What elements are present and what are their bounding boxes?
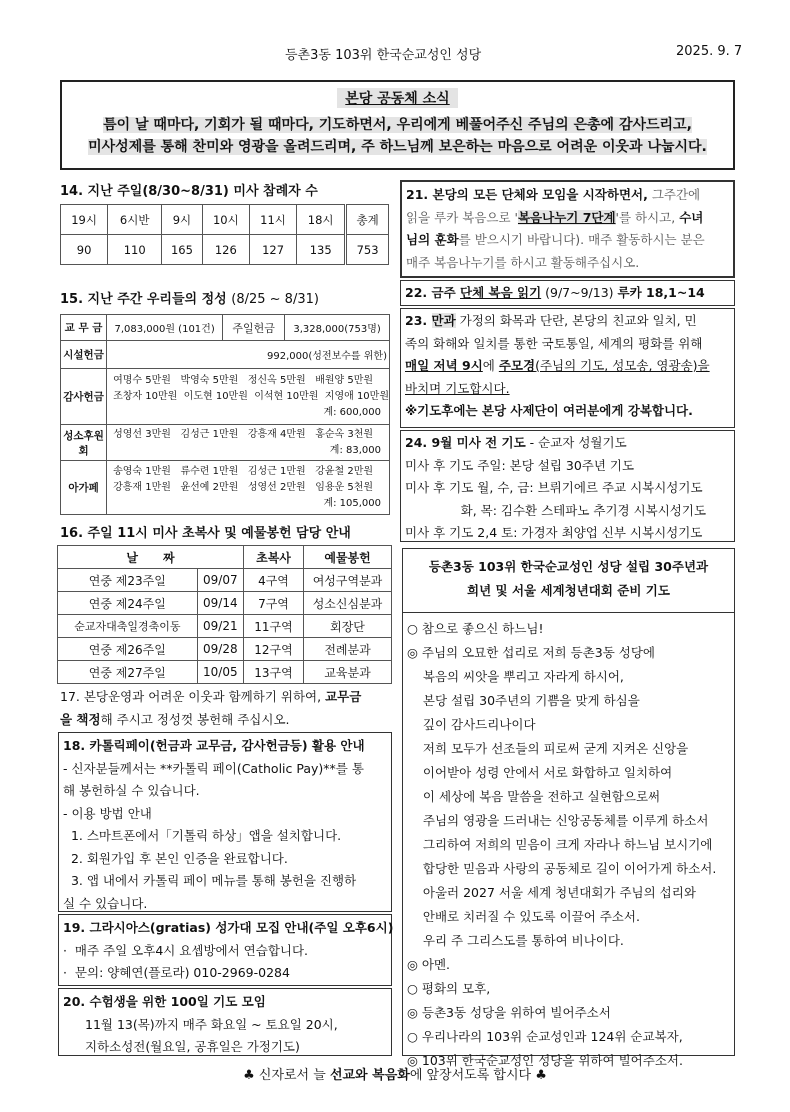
server-group: 11구역 — [244, 615, 304, 638]
community-notice — [60, 80, 735, 170]
offering-row — [61, 369, 390, 425]
sunday-name: 연중 제23주일 — [58, 569, 198, 592]
s24-sub: - 순교자 성월기도 — [525, 435, 627, 450]
s21-text: '를 하시고, — [615, 209, 680, 225]
footer-text: ♣ 신자로서 늘 — [243, 1068, 330, 1083]
s22-bold: 단체 복음 읽기 — [460, 285, 542, 300]
offering-total: 계: 105,000 — [323, 497, 381, 509]
section-15-range: (8/25 ~ 8/31) — [231, 292, 319, 307]
prayer-line: ◎ 아멘. — [407, 957, 451, 972]
offering-group: 여성구역분과 — [304, 569, 392, 592]
section-23 — [400, 308, 735, 428]
offering-amount: 992,000(성전보수를 위한) — [107, 341, 390, 369]
server-group: 13구역 — [244, 661, 304, 684]
s21-bold: 21. 본당의 모든 단체와 모임을 시작하면서, — [406, 187, 648, 202]
offering-row — [61, 341, 390, 369]
prayer-line: 이 세상에 복음 말씀을 전하고 실현함으로써 — [407, 789, 661, 804]
header-cell: 9시 — [162, 205, 203, 235]
offering-group: 성소신심분과 — [304, 592, 392, 615]
value-cell: 110 — [108, 235, 162, 265]
bulletin-date: 2025. 9. 7 — [676, 44, 743, 59]
s17-text: 해 주시고 정성껏 봉헌해 주십시오. — [100, 711, 290, 727]
s24-line: 미사 후 기도 월, 수, 금: 브뤼기에르 주교 시복시성기도 — [405, 480, 703, 495]
s17-text: 17. 본당운영과 어려운 이웃과 함께하기 위하여, — [60, 689, 322, 704]
prayer-line: 저희 모두가 선조들의 피로써 굳게 지켜온 신앙을 — [407, 741, 689, 756]
offering-label: 시설헌금 — [61, 341, 107, 369]
s18-line: 실 수 있습니다. — [63, 895, 148, 911]
s21-bold: 수녀 — [679, 209, 704, 225]
notice-line-1: 틈이 날 때마다, 기회가 될 때마다, 기도하면서, 우리에게 베풀어주신 주님의 은총에 감사드리고, — [103, 117, 692, 133]
value-cell: 165 — [162, 235, 203, 265]
offering-group: 교육분과 — [304, 661, 392, 684]
section-19 — [58, 914, 392, 986]
offering-total: 계: 600,000 — [323, 406, 381, 418]
s18-line: 1. 스마트폰에서「기톨릭 하상」앱을 설치합니다. — [63, 828, 342, 843]
notice-line-2: 미사성제를 통해 찬미와 영광을 올려드리며, 주 하느님께 보은하는 마음으로 어려운 이웃과 나눕시다. — [88, 139, 707, 155]
offering-row — [61, 461, 390, 515]
s21-text: 를 받으시기 바랍니다). 매주 활동하시는 분은 — [458, 232, 705, 247]
prayer-line: 복음의 씨앗을 뿌리고 자라게 하시어, — [407, 669, 624, 684]
page-footer — [0, 1064, 790, 1083]
attendance-value-row — [61, 235, 389, 265]
s22-bold: 22. 금주 — [405, 285, 460, 300]
s21-text: 그주간에 — [647, 187, 701, 202]
header-cell: 총계 — [346, 205, 389, 235]
header-cell: 11시 — [249, 205, 296, 235]
attendance-header-row — [61, 205, 389, 235]
s21-highlight: 복음나누기 7단계 — [517, 209, 616, 225]
header-cell: 예물봉헌 — [304, 546, 392, 569]
s23-bold: 주모경 — [498, 358, 536, 373]
s24-title: 24. 9월 미사 전 기도 — [405, 435, 526, 450]
prayer-line: 그리하여 저희의 믿음이 크게 자라나 하느님 보시기에 — [407, 837, 713, 852]
schedule-header-row — [58, 546, 392, 569]
prayer-title-line: 희년 및 서울 세계청년대회 준비 기도 — [467, 583, 670, 598]
s23-text: 족의 화해와 일치를 통한 국토통일, 세계의 평화를 위해 — [405, 335, 703, 351]
offering-label: 아가페 — [61, 461, 107, 515]
section-18 — [58, 732, 392, 912]
s23-text: (주님의 기도, 성모송, 영광송)을 — [535, 358, 710, 373]
sunday-date: 09/07 — [197, 569, 243, 592]
donor-line: 송영숙 1만원 류수련 1만원 김성근 1만원 강윤철 2만원 — [113, 465, 374, 477]
sunday-name: 순교자대축일경축이동 — [58, 615, 198, 638]
value-cell: 135 — [297, 235, 346, 265]
table-row — [58, 638, 392, 661]
section-17 — [60, 686, 395, 731]
parish-title: 등촌3동 103위 한국순교성인 성당 — [285, 48, 482, 63]
s22-bold: 루카 18,1~14 — [617, 285, 705, 300]
offering-label: 교 무 금 — [61, 315, 107, 341]
prayer-title-line: 등촌3동 103위 한국순교성인 성당 설립 30주년과 — [428, 559, 709, 574]
anniversary-prayer — [402, 548, 735, 1068]
section-19-title: 19. 그라시아스(gratias) 성가대 모집 안내(주일 오후6시) — [63, 920, 394, 935]
offerings-table — [60, 314, 390, 515]
s20-line: 11월 13(목)까지 매주 화요일 ~ 토요일 20시, — [85, 1016, 338, 1032]
offering-row — [61, 315, 390, 341]
s24-line: 화, 목: 김수환 스테파노 추기경 시복시성기도 — [405, 502, 707, 518]
s19-line: · 문의: 양혜연(플로라) 010-2969-0284 — [63, 965, 290, 980]
s20-line: 지하소성전(월요일, 공휴일은 가정기도) — [85, 1039, 300, 1054]
header-cell: 초복사 — [244, 546, 304, 569]
s21-text: 읽을 루카 복음으로 ' — [406, 209, 518, 225]
donor-line: 여명수 5만원 박영숙 5만원 정신옥 5만원 배원양 5만원 — [113, 374, 374, 386]
offering-amount: 7,083,000원 (101건) — [107, 315, 223, 341]
page-header — [0, 44, 790, 64]
section-18-title: 18. 카톨릭페이(헌금과 교무금, 감사헌금등) 활용 안내 — [63, 738, 365, 753]
prayer-line: ○ 평화의 모후, — [407, 981, 491, 996]
prayer-body — [403, 613, 734, 1073]
section-24 — [400, 430, 735, 542]
prayer-line: ◎ 등촌3동 성당을 위하여 빌어주소서 — [407, 1005, 611, 1020]
offering-label: 주일헌금 — [223, 315, 285, 341]
s18-line: 3. 앱 내에서 카톨릭 페이 메뉴를 통해 봉헌을 진행하 — [63, 873, 357, 888]
server-group: 7구역 — [244, 592, 304, 615]
s22-text: (9/7~9/13) — [541, 285, 618, 300]
s23-highlight: 만과 — [431, 313, 456, 328]
section-20 — [58, 988, 392, 1056]
table-row — [58, 592, 392, 615]
section-15-title — [60, 288, 319, 307]
offering-donors — [107, 369, 390, 425]
sunday-name: 연중 제24주일 — [58, 592, 198, 615]
header-cell: 19시 — [61, 205, 108, 235]
s18-line: - 신자분들께서는 **카톨릭 페이(Catholic Pay)**를 통 — [63, 760, 364, 776]
mass-attendance-table — [60, 204, 389, 265]
offering-row — [61, 425, 390, 461]
offering-amount: 3,328,000(753명) — [285, 315, 390, 341]
server-group: 4구역 — [244, 569, 304, 592]
header-cell: 6시반 — [108, 205, 162, 235]
donor-line: 강흥재 1만원 윤선예 2만원 성영선 2만원 임용운 5천원 — [113, 481, 374, 493]
offering-group: 전례분과 — [304, 638, 392, 661]
footer-bold: 선교와 복음화 — [329, 1068, 410, 1083]
offering-donors — [107, 425, 390, 461]
s18-line: 해 봉헌하실 수 있습니다. — [63, 783, 200, 798]
footer-text: 에 앞장서도록 합시다 ♣ — [409, 1068, 547, 1083]
s19-line: · 매주 주일 오후4시 요셉방에서 연습합니다. — [63, 942, 309, 958]
header-cell: 10시 — [202, 205, 249, 235]
section-16-title: 16. 주일 11시 미사 초복사 및 예물봉헌 담당 안내 — [60, 526, 351, 541]
prayer-line: 아울러 2027 서울 세계 청년대회가 주님의 섭리와 — [407, 885, 696, 900]
donor-line: 성영선 3만원 김성근 1만원 강흥재 4만원 홍순옥 3천원 — [113, 428, 374, 440]
header-cell: 18시 — [297, 205, 346, 235]
sunday-date: 10/05 — [197, 661, 243, 684]
prayer-line: 이어받아 성령 안에서 서로 화합하고 일치하여 — [407, 765, 673, 780]
prayer-title — [403, 549, 734, 613]
prayer-line: 우리 주 그리스도를 통하여 비나이다. — [407, 933, 624, 948]
section-20-title: 20. 수험생을 위한 100일 기도 모임 — [63, 994, 266, 1009]
sunday-name: 연중 제26주일 — [58, 638, 198, 661]
header-cell: 날 짜 — [58, 546, 244, 569]
table-row — [58, 661, 392, 684]
prayer-line: 안배로 치러질 수 있도록 이끌어 주소서. — [407, 909, 640, 924]
section-22 — [400, 280, 735, 306]
s18-line: - 이용 방법 안내 — [63, 805, 152, 821]
prayer-line: ○ 참으로 좋으신 하느님! — [407, 621, 544, 636]
table-row — [58, 615, 392, 638]
s24-line: 미사 후 기도 2,4 토: 가경자 최양업 신부 시복시성기도 — [405, 525, 703, 540]
sunday-name: 연중 제27주일 — [58, 661, 198, 684]
offering-group: 회장단 — [304, 615, 392, 638]
section-15-heading: 15. 지난 주간 우리들의 정성 — [60, 292, 227, 307]
s23-bold: 매일 저녁 9시 — [405, 358, 483, 373]
section-21 — [400, 180, 735, 278]
s18-line: 2. 회원가입 후 본인 인증을 완료합니다. — [63, 850, 288, 866]
notice-text — [62, 114, 733, 158]
section-14-title: 14. 지난 주일(8/30~8/31) 미사 참례자 수 — [60, 184, 318, 199]
donor-line: 조창자 10만원 이도현 10만원 이석현 10만원 지영애 10만원 — [113, 390, 389, 402]
offering-label: 감사헌금 — [61, 369, 107, 425]
s21-bold: 님의 훈화 — [406, 232, 459, 247]
notice-heading: 본당 공동체 소식 — [337, 88, 457, 108]
prayer-line: 합당한 믿음과 사랑의 공동체로 길이 이어가게 하소서. — [407, 861, 717, 876]
s23-text: 에 — [482, 358, 499, 373]
prayer-line: 주님의 영광을 드러내는 신앙공동체를 이루게 하소서 — [407, 813, 709, 828]
s23-note: ※기도후에는 본당 사제단이 여러분에게 강복합니다. — [405, 403, 693, 418]
s17-bold: 교무금 — [325, 689, 362, 704]
s24-line: 미사 후 기도 주일: 본당 설립 30주년 기도 — [405, 457, 635, 473]
prayer-line: ◎ 주님의 오묘한 섭리로 저희 등촌3동 성당에 — [407, 645, 655, 660]
offering-label: 성소후원회 — [61, 425, 107, 461]
server-group: 12구역 — [244, 638, 304, 661]
s17-bold: 을 책정 — [60, 711, 101, 727]
value-cell: 127 — [249, 235, 296, 265]
sunday-date: 09/28 — [197, 638, 243, 661]
prayer-line: 깊이 감사드리나이다 — [407, 717, 536, 732]
offering-total: 계: 83,000 — [329, 444, 381, 456]
value-cell: 126 — [202, 235, 249, 265]
sunday-date: 09/21 — [197, 615, 243, 638]
sunday-date: 09/14 — [197, 592, 243, 615]
offering-donors — [107, 461, 390, 515]
s21-text: 매주 복음나누기를 하시고 활동해주십시오. — [406, 254, 640, 270]
s23-text: 바치며 기도합시다. — [405, 380, 510, 396]
prayer-line: 본당 설립 30주년의 기쁨을 맞게 하심을 — [407, 693, 640, 708]
value-cell: 90 — [61, 235, 108, 265]
s23-bold: 23. — [405, 313, 432, 328]
value-cell: 753 — [346, 235, 389, 265]
prayer-line: ○ 우리나라의 103위 순교성인과 124위 순교복자, — [407, 1029, 683, 1044]
prayer-line: ◎ 103위 한국순교성인 성당을 위하여 빌어주소서. — [407, 1053, 683, 1068]
s23-text: 가정의 화목과 단란, 본당의 친교와 일치, 민 — [455, 313, 697, 328]
table-row — [58, 569, 392, 592]
server-schedule-table — [57, 545, 392, 684]
